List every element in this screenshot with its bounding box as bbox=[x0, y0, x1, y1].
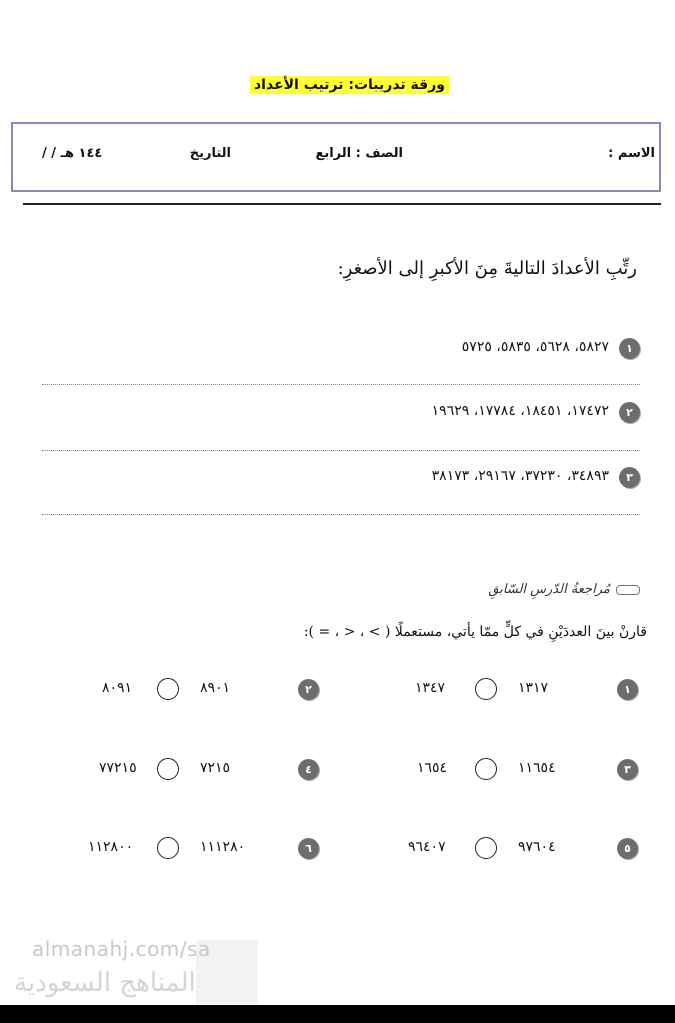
watermark-logo: المناهج السعودية bbox=[14, 968, 196, 998]
review-title-text: مُراجعةُ الدّرسِ السّابقِ bbox=[488, 582, 610, 597]
item-badge-2: ٢ bbox=[619, 402, 640, 423]
compare-circle-6[interactable] bbox=[157, 837, 179, 859]
compare-right-6: ١١٢٨٠٠ bbox=[88, 839, 134, 855]
compare-badge-6: ٦ bbox=[298, 838, 319, 859]
compare-left-1: ١٣١٧ bbox=[518, 680, 549, 696]
pencil-icon bbox=[616, 585, 640, 595]
item-badge-1: ١ bbox=[619, 338, 640, 359]
compare-right-4: ٧٧٢١٥ bbox=[99, 760, 137, 776]
compare-right-5: ٩٦٤٠٧ bbox=[408, 839, 446, 855]
compare-left-3: ١١٦٥٤ bbox=[518, 760, 556, 776]
compare-badge-3: ٣ bbox=[617, 759, 638, 780]
compare-circle-1[interactable] bbox=[475, 678, 497, 700]
answer-line-2[interactable] bbox=[42, 450, 640, 451]
compare-left-5: ٩٧٦٠٤ bbox=[518, 839, 556, 855]
compare-badge-1: ١ bbox=[617, 679, 638, 700]
compare-left-2: ٨٩٠١ bbox=[200, 680, 231, 696]
review-title bbox=[488, 582, 640, 597]
ordering-heading: رتِّبِ الأعدادَ التاليةَ مِنَ الأكبرِ إلى الأصغرِ: bbox=[337, 258, 637, 279]
compare-badge-5: ٥ bbox=[617, 838, 638, 859]
compare-circle-4[interactable] bbox=[157, 758, 179, 780]
ordering-numbers-3: ٣٤٨٩٣، ٣٧٢٣٠، ٢٩١٦٧، ٣٨١٧٣ bbox=[431, 468, 609, 484]
date-label: التاريخ bbox=[189, 146, 231, 161]
worksheet-title: ورقة تدريبات: ترتيب الأعداد bbox=[250, 76, 449, 94]
ordering-numbers-1: ٥٨٢٧، ٥٦٢٨، ٥٨٣٥، ٥٧٢٥ bbox=[461, 339, 609, 355]
name-label: الاسم : bbox=[608, 146, 655, 161]
header-divider bbox=[23, 203, 661, 205]
compare-left-6: ١١١٢٨٠ bbox=[200, 839, 246, 855]
date-value: / / ١٤٤ هـ bbox=[42, 146, 103, 161]
compare-circle-5[interactable] bbox=[475, 837, 497, 859]
bottom-bar bbox=[0, 1005, 675, 1023]
compare-right-2: ٨٠٩١ bbox=[102, 680, 133, 696]
watermark-url: almanahj.com/sa bbox=[32, 937, 211, 961]
compare-badge-2: ٢ bbox=[298, 679, 319, 700]
compare-circle-2[interactable] bbox=[157, 678, 179, 700]
compare-badge-4: ٤ bbox=[298, 759, 319, 780]
compare-circle-3[interactable] bbox=[475, 758, 497, 780]
answer-line-3[interactable] bbox=[42, 514, 640, 515]
compare-left-4: ٧٢١٥ bbox=[200, 760, 231, 776]
compare-instruction: قارنْ بينَ العددَيْنِ في كلٍّ ممّا يأتي، مستعملًا ( > ، < ، = ): bbox=[303, 624, 647, 640]
item-badge-3: ٣ bbox=[619, 467, 640, 488]
compare-right-1: ١٣٤٧ bbox=[415, 680, 446, 696]
ordering-numbers-2: ١٧٤٧٢، ١٨٤٥١، ١٧٧٨٤، ١٩٦٢٩ bbox=[431, 403, 609, 419]
answer-line-1[interactable] bbox=[42, 384, 640, 385]
grade-label: الصف : الرابع bbox=[315, 146, 403, 161]
compare-right-3: ١٦٥٤ bbox=[417, 760, 448, 776]
